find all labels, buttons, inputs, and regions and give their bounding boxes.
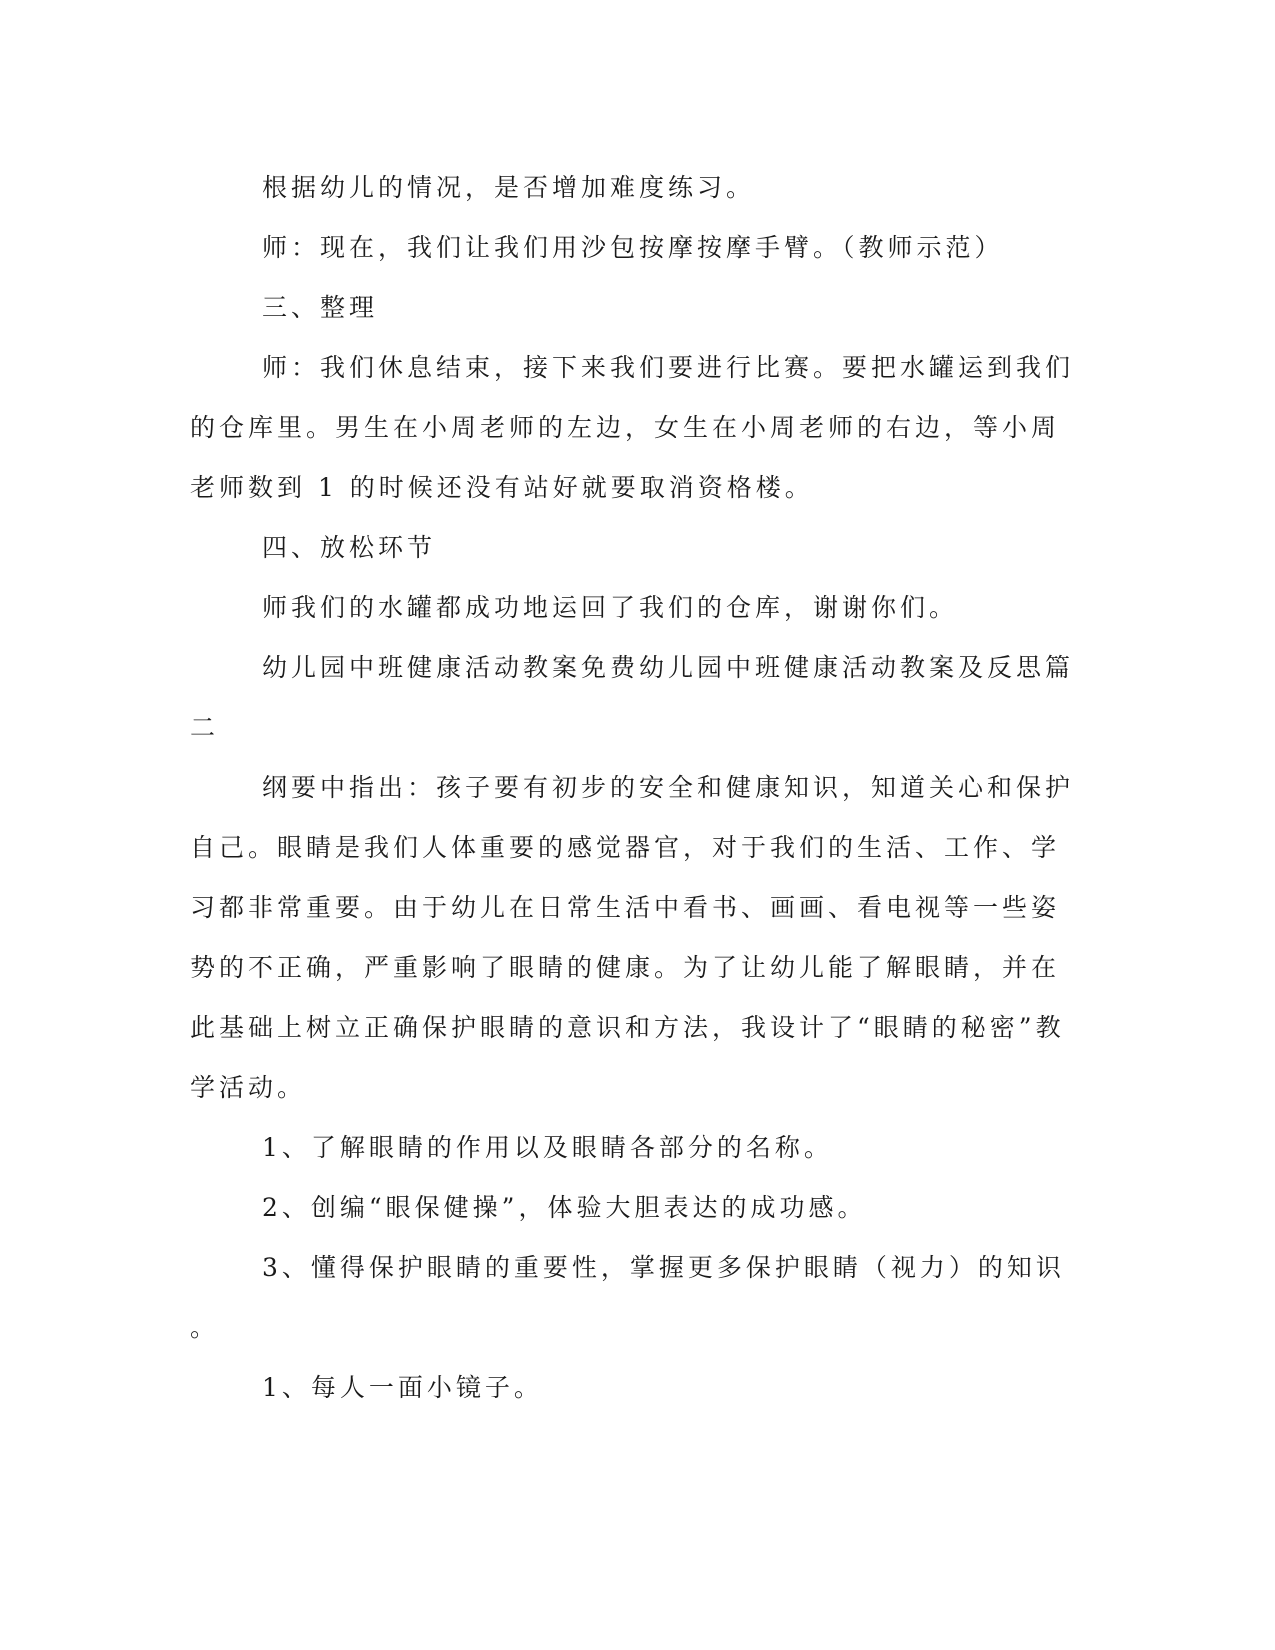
- article-title-continued: 二: [190, 713, 220, 742]
- text-line: 师：现在，我们让我们用沙包按摩按摩手臂。（教师示范）: [262, 233, 1004, 262]
- article-title: 幼儿园中班健康活动教案免费幼儿园中班健康活动教案及反思篇: [262, 653, 1075, 682]
- text-line: 师：我们休息结束，接下来我们要进行比赛。要把水罐运到我们: [262, 353, 1075, 382]
- list-item: 1、每人一面小镜子。: [262, 1373, 543, 1402]
- text-line: 自己。眼睛是我们人体重要的感觉器官，对于我们的生活、工作、学: [190, 833, 1061, 862]
- text-line: 老师数到 1 的时候还没有站好就要取消资格楼。: [190, 473, 814, 502]
- text-line: 。: [190, 1313, 220, 1342]
- text-line: 纲要中指出：孩子要有初步的安全和健康知识，知道关心和保护: [262, 773, 1075, 802]
- document-body: [190, 158, 1075, 1418]
- text-line: 的仓库里。男生在小周老师的左边，女生在小周老师的右边，等小周: [190, 413, 1061, 442]
- section-heading: 四、放松环节: [262, 533, 437, 562]
- section-heading: 三、整理: [262, 293, 379, 322]
- text-line: 习都非常重要。由于幼儿在日常生活中看书、画画、看电视等一些姿: [190, 893, 1061, 922]
- list-item: 1、了解眼睛的作用以及眼睛各部分的名称。: [262, 1133, 833, 1162]
- text-line: 师我们的水罐都成功地运回了我们的仓库，谢谢你们。: [262, 593, 959, 622]
- text-line: 此基础上树立正确保护眼睛的意识和方法，我设计了“眼睛的秘密”教: [190, 1013, 1065, 1042]
- text-line: 势的不正确，严重影响了眼睛的健康。为了让幼儿能了解眼睛，并在: [190, 953, 1061, 982]
- text-line: 学活动。: [190, 1073, 307, 1102]
- text-line: 根据幼儿的情况，是否增加难度练习。: [262, 173, 756, 202]
- list-item: 2、创编“眼保健操”，体验大胆表达的成功感。: [262, 1193, 867, 1222]
- list-item: 3、懂得保护眼睛的重要性，掌握更多保护眼睛（视力）的知识: [262, 1253, 1065, 1282]
